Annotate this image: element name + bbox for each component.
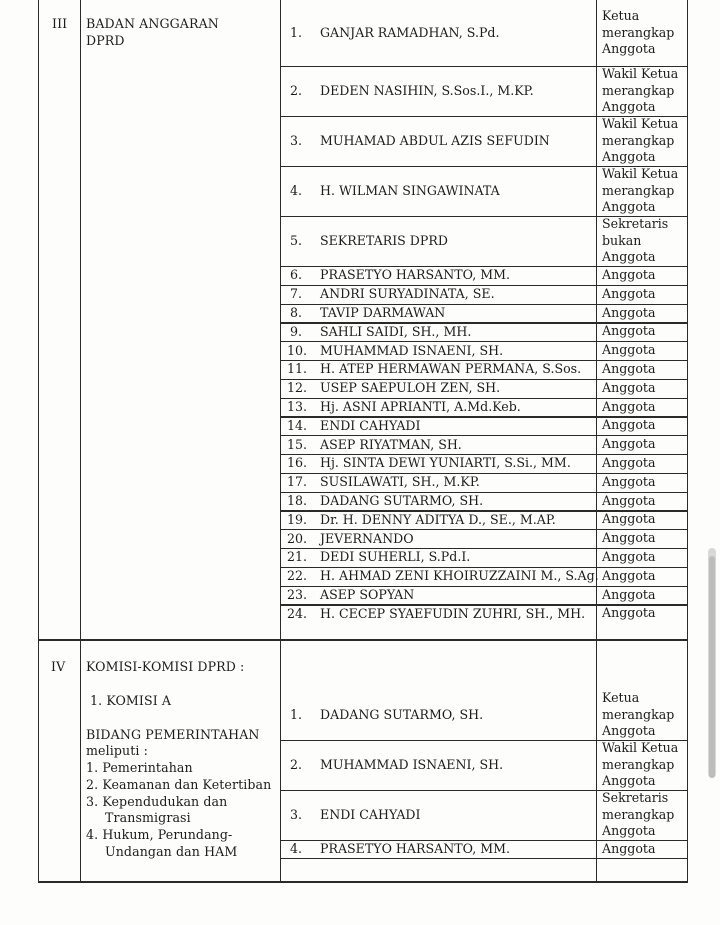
bidang-label: BIDANG PEMERINTAHAN xyxy=(86,727,260,742)
member-role: Wakil Ketua xyxy=(602,166,679,182)
member-number: 1. xyxy=(290,25,303,40)
member-name: SUSILAWATI, SH., M.KP. xyxy=(320,474,480,490)
member-role: Anggota xyxy=(602,398,656,414)
member-role: Anggota xyxy=(602,605,656,621)
member-role: Ketua xyxy=(602,8,640,24)
member-number: 17. xyxy=(287,474,308,490)
col-divider-roman xyxy=(80,0,81,882)
komisi-scope-item: 4. Hukum, Perundang- xyxy=(86,827,233,843)
member-name: DEDEN NASIHIN, S.Sos.I., M.KP. xyxy=(320,83,534,98)
member-number: 20. xyxy=(287,530,308,546)
member-role: Anggota xyxy=(602,511,656,527)
komisi-scope-item: Transmigrasi xyxy=(105,810,191,826)
meliputi-label: meliputi : xyxy=(86,743,148,758)
member-number: 8. xyxy=(290,305,303,320)
komisi-member-name: DADANG SUTARMO, SH. xyxy=(320,707,484,722)
member-name: H. CECEP SYAEFUDIN ZUHRI, SH., MH. xyxy=(320,605,586,621)
member-name: ASEP RIYATMAN, SH. xyxy=(320,436,462,452)
komisi-member-role: merangkap xyxy=(602,806,675,822)
member-role: Anggota xyxy=(602,41,656,57)
section-title-dprd: DPRD xyxy=(86,33,125,48)
komisi-member-name: PRASETYO HARSANTO, MM. xyxy=(320,841,511,856)
table-bottom xyxy=(38,881,688,883)
member-number: 21. xyxy=(287,549,308,565)
member-number: 12. xyxy=(287,380,308,396)
member-number: 15. xyxy=(287,436,308,452)
komisi-scope-item: 1. Pemerintahan xyxy=(86,760,193,775)
member-number: 14. xyxy=(287,417,308,433)
member-role: Anggota xyxy=(602,360,656,376)
scrollbar-thumb[interactable] xyxy=(709,556,715,778)
member-name: MUHAMAD ABDUL AZIS SEFUDIN xyxy=(320,133,550,148)
member-name: PRASETYO HARSANTO, MM. xyxy=(320,267,511,283)
member-number: 3. xyxy=(290,133,303,148)
komisi-member-role: Anggota xyxy=(602,773,656,789)
member-name: TAVIP DARMAWAN xyxy=(320,305,446,320)
member-number: 9. xyxy=(290,323,303,339)
komisi-member-role: Sekretaris xyxy=(602,790,669,806)
komisi-member-role: merangkap xyxy=(602,706,675,722)
komisi-member-number: 4. xyxy=(290,841,303,856)
member-number: 11. xyxy=(287,361,308,377)
member-role: bukan xyxy=(602,232,642,248)
member-role: merangkap xyxy=(602,24,675,40)
komisi-member-role: Ketua xyxy=(602,690,640,706)
member-role: Anggota xyxy=(602,417,656,433)
member-name: Dr. H. DENNY ADITYA D., SE., M.AP. xyxy=(320,511,556,527)
komisi-member-role: Anggota xyxy=(602,823,656,839)
member-role: Anggota xyxy=(602,492,656,508)
komisi-member-role: merangkap xyxy=(602,756,675,772)
komisi-member-name: MUHAMMAD ISNAENI, SH. xyxy=(320,757,504,772)
member-role: Anggota xyxy=(602,149,656,165)
member-role: Anggota xyxy=(602,473,656,489)
member-role: Wakil Ketua xyxy=(602,66,679,82)
member-name: Hj. SINTA DEWI YUNIARTI, S.Si., MM. xyxy=(320,455,571,471)
member-number: 13. xyxy=(287,399,308,414)
member-number: 4. xyxy=(290,183,303,198)
row-divider xyxy=(280,858,688,859)
member-role: Wakil Ketua xyxy=(602,116,679,132)
komisi-a-label: 1. KOMISI A xyxy=(90,693,172,708)
member-role: Sekretaris xyxy=(602,216,669,232)
member-role: Anggota xyxy=(602,342,656,358)
member-name: H. ATEP HERMAWAN PERMANA, S.Sos. xyxy=(320,361,582,377)
member-role: merangkap xyxy=(602,82,675,98)
member-name: USEP SAEPULOH ZEN, SH. xyxy=(320,380,501,396)
member-number: 2. xyxy=(290,83,303,98)
member-number: 19. xyxy=(287,511,308,527)
member-role: merangkap xyxy=(602,132,675,148)
member-number: 24. xyxy=(287,605,308,621)
member-name: ASEP SOPYAN xyxy=(320,587,415,602)
section-number-iii: III xyxy=(52,16,68,31)
member-name: H. AHMAD ZENI KHOIRUZZAINI M., S.Ag. xyxy=(320,568,599,584)
section-divider xyxy=(38,639,688,641)
komisi-member-number: 2. xyxy=(290,757,303,772)
member-role: merangkap xyxy=(602,182,675,198)
member-name: SAHLI SAIDI, SH., MH. xyxy=(320,323,472,339)
member-number: 22. xyxy=(287,568,308,584)
komisi-member-number: 1. xyxy=(290,707,303,722)
table-border-left xyxy=(38,0,39,882)
col-divider-title xyxy=(280,0,281,882)
member-name: ENDI CAHYADI xyxy=(320,417,421,433)
col-divider-role xyxy=(596,0,597,882)
member-name: MUHAMMAD ISNAENI, SH. xyxy=(320,342,504,358)
member-name: GANJAR RAMADHAN, S.Pd. xyxy=(320,25,500,40)
komisi-member-role: Anggota xyxy=(602,840,656,856)
member-number: 23. xyxy=(287,587,308,602)
member-number: 5. xyxy=(290,233,303,248)
member-number: 7. xyxy=(290,286,303,302)
member-name: DEDI SUHERLI, S.Pd.I. xyxy=(320,549,471,565)
member-role: Anggota xyxy=(602,99,656,115)
komisi-member-name: ENDI CAHYADI xyxy=(320,807,421,822)
member-role: Anggota xyxy=(602,567,656,583)
member-name: Hj. ASNI APRIANTI, A.Md.Keb. xyxy=(320,399,521,414)
komisi-scope-item: 3. Kependudukan dan xyxy=(86,793,228,809)
section-number-iv: IV xyxy=(51,659,66,674)
section-title-komisi: KOMISI-KOMISI DPRD : xyxy=(86,659,245,674)
member-role: Anggota xyxy=(602,530,656,546)
member-role: Anggota xyxy=(602,586,656,602)
komisi-scope-item: Undangan dan HAM xyxy=(105,844,238,859)
member-role: Anggota xyxy=(602,199,656,215)
member-role: Anggota xyxy=(602,454,656,470)
member-name: H. WILMAN SINGAWINATA xyxy=(320,183,500,198)
member-role: Anggota xyxy=(602,548,656,564)
member-role: Anggota xyxy=(602,285,656,301)
member-name: DADANG SUTARMO, SH. xyxy=(320,493,484,508)
member-number: 6. xyxy=(290,267,303,283)
member-role: Anggota xyxy=(602,249,656,265)
member-name: JEVERNANDO xyxy=(320,530,414,546)
member-number: 16. xyxy=(287,455,308,471)
member-number: 10. xyxy=(287,342,308,358)
member-name: SEKRETARIS DPRD xyxy=(320,233,448,248)
komisi-scope-item: 2. Keamanan dan Ketertiban xyxy=(86,776,272,792)
member-role: Anggota xyxy=(602,266,656,282)
komisi-member-number: 3. xyxy=(290,807,303,822)
member-role: Anggota xyxy=(602,323,656,339)
member-role: Anggota xyxy=(602,304,656,320)
member-role: Anggota xyxy=(602,436,656,452)
komisi-member-role: Anggota xyxy=(602,723,656,739)
section-title-badan-anggaran: BADAN ANGGARAN xyxy=(86,16,219,31)
member-number: 18. xyxy=(287,493,308,508)
komisi-member-role: Wakil Ketua xyxy=(602,740,679,756)
member-role: Anggota xyxy=(602,379,656,395)
member-name: ANDRI SURYADINATA, SE. xyxy=(320,286,495,302)
